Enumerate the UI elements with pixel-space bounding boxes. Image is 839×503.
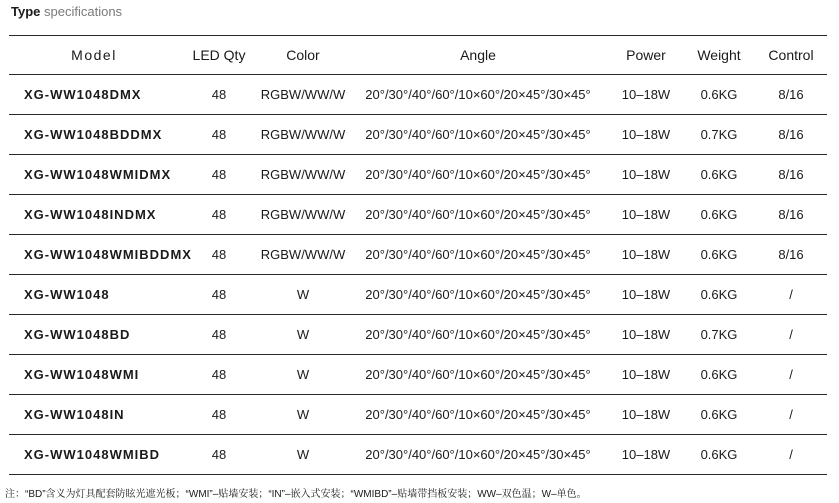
cell-weight: 0.7KG <box>683 315 755 355</box>
table-row <box>9 115 827 155</box>
cell-power: 10–18W <box>609 395 683 435</box>
header-angle: Angle <box>347 36 609 75</box>
cell-weight: 0.6KG <box>683 235 755 275</box>
cell-model: XG-WW1048WMIBDDMX <box>9 235 179 275</box>
cell-model: XG-WW1048BD <box>9 315 179 355</box>
cell-power: 10–18W <box>609 435 683 475</box>
cell-led-qty: 48 <box>179 355 259 395</box>
cell-weight: 0.6KG <box>683 435 755 475</box>
cell-led-qty: 48 <box>179 195 259 235</box>
cell-power: 10–18W <box>609 115 683 155</box>
cell-control: 8/16 <box>755 195 827 235</box>
footnote: 注：“BD”含义为灯具配套防眩光遮光板；“WMI”–贴墙安装；“IN”–嵌入式安装；“WMIBD”–贴墙带挡板安装；WW–双色温；W–单色。 <box>5 489 587 500</box>
cell-weight: 0.6KG <box>683 355 755 395</box>
header-control: Control <box>755 36 827 75</box>
table-row <box>9 395 827 435</box>
cell-angle: 20°/30°/40°/60°/10×60°/20×45°/30×45° <box>347 315 609 355</box>
table-row <box>9 275 827 315</box>
cell-color: W <box>259 355 347 395</box>
cell-angle: 20°/30°/40°/60°/10×60°/20×45°/30×45° <box>347 195 609 235</box>
table-row <box>9 315 827 355</box>
cell-color: RGBW/WW/W <box>259 115 347 155</box>
heading-specifications: specifications <box>44 4 123 19</box>
cell-control: 8/16 <box>755 155 827 195</box>
cell-color: W <box>259 275 347 315</box>
cell-control: / <box>755 355 827 395</box>
header-color: Color <box>259 36 347 75</box>
cell-color: RGBW/WW/W <box>259 75 347 115</box>
table-row <box>9 155 827 195</box>
cell-power: 10–18W <box>609 355 683 395</box>
cell-angle: 20°/30°/40°/60°/10×60°/20×45°/30×45° <box>347 155 609 195</box>
cell-led-qty: 48 <box>179 75 259 115</box>
cell-color: RGBW/WW/W <box>259 195 347 235</box>
table-row <box>9 195 827 235</box>
cell-power: 10–18W <box>609 315 683 355</box>
table-header-row <box>9 36 827 75</box>
section-heading <box>11 4 122 19</box>
cell-angle: 20°/30°/40°/60°/10×60°/20×45°/30×45° <box>347 235 609 275</box>
cell-color: W <box>259 315 347 355</box>
cell-color: W <box>259 435 347 475</box>
cell-control: 8/16 <box>755 235 827 275</box>
header-led-qty: LED Qty <box>179 36 259 75</box>
cell-model: XG-WW1048WMI <box>9 355 179 395</box>
cell-led-qty: 48 <box>179 275 259 315</box>
cell-control: / <box>755 275 827 315</box>
cell-angle: 20°/30°/40°/60°/10×60°/20×45°/30×45° <box>347 395 609 435</box>
cell-angle: 20°/30°/40°/60°/10×60°/20×45°/30×45° <box>347 115 609 155</box>
cell-led-qty: 48 <box>179 235 259 275</box>
cell-model: XG-WW1048 <box>9 275 179 315</box>
cell-model: XG-WW1048BDDMX <box>9 115 179 155</box>
cell-angle: 20°/30°/40°/60°/10×60°/20×45°/30×45° <box>347 75 609 115</box>
cell-power: 10–18W <box>609 155 683 195</box>
cell-led-qty: 48 <box>179 155 259 195</box>
cell-weight: 0.6KG <box>683 155 755 195</box>
cell-weight: 0.7KG <box>683 115 755 155</box>
cell-angle: 20°/30°/40°/60°/10×60°/20×45°/30×45° <box>347 275 609 315</box>
cell-power: 10–18W <box>609 75 683 115</box>
header-power: Power <box>609 36 683 75</box>
cell-model: XG-WW1048WMIDMX <box>9 155 179 195</box>
cell-weight: 0.6KG <box>683 395 755 435</box>
cell-power: 10–18W <box>609 235 683 275</box>
cell-color: RGBW/WW/W <box>259 235 347 275</box>
cell-control: / <box>755 395 827 435</box>
table-row <box>9 75 827 115</box>
cell-angle: 20°/30°/40°/60°/10×60°/20×45°/30×45° <box>347 355 609 395</box>
table-row <box>9 235 827 275</box>
cell-control: / <box>755 435 827 475</box>
cell-power: 10–18W <box>609 195 683 235</box>
cell-model: XG-WW1048WMIBD <box>9 435 179 475</box>
cell-model: XG-WW1048INDMX <box>9 195 179 235</box>
cell-model: XG-WW1048DMX <box>9 75 179 115</box>
cell-model: XG-WW1048IN <box>9 395 179 435</box>
cell-weight: 0.6KG <box>683 195 755 235</box>
cell-led-qty: 48 <box>179 395 259 435</box>
cell-color: W <box>259 395 347 435</box>
cell-control: / <box>755 315 827 355</box>
cell-power: 10–18W <box>609 275 683 315</box>
cell-control: 8/16 <box>755 115 827 155</box>
table-row <box>9 355 827 395</box>
cell-control: 8/16 <box>755 75 827 115</box>
cell-led-qty: 48 <box>179 115 259 155</box>
cell-weight: 0.6KG <box>683 75 755 115</box>
cell-angle: 20°/30°/40°/60°/10×60°/20×45°/30×45° <box>347 435 609 475</box>
header-model: Model <box>9 36 179 75</box>
header-weight: Weight <box>683 36 755 75</box>
specifications-table <box>9 35 827 475</box>
cell-color: RGBW/WW/W <box>259 155 347 195</box>
table-row <box>9 435 827 475</box>
cell-led-qty: 48 <box>179 435 259 475</box>
cell-weight: 0.6KG <box>683 275 755 315</box>
heading-type: Type <box>11 4 41 19</box>
cell-led-qty: 48 <box>179 315 259 355</box>
